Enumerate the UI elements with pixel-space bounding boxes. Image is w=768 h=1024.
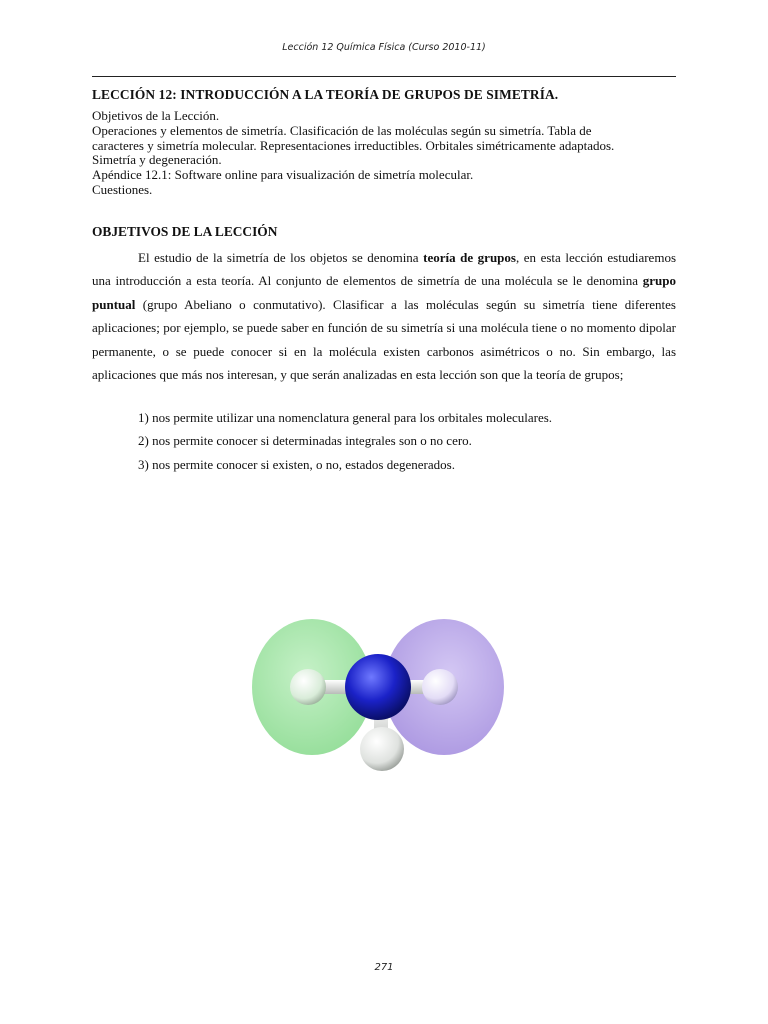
contents-line: Simetría y degeneración. (92, 152, 222, 168)
contents-line: Operaciones y elementos de simetría. Clasificación de las moléculas según su simetría. Tabla de (92, 122, 592, 138)
molecule-figure (248, 612, 508, 792)
nitrogen-atom (345, 654, 411, 720)
paragraph-text: El estudio de la simetría de los objetos se denomina (138, 250, 424, 265)
paragraph-text: (grupo Abeliano o conmutativo). Clasificar a las moléculas según su simetría tiene diferentes aplicaciones; por ejemplo, se puede saber en función de su simetría si una molécula tiene o no momento dipolar permanente, o se puede conocer si en la molécula existen carbonos asimétricos o no. Sin embargo, las aplicaciones que más nos interesan, y que serán analizadas en esta lección son que la teoría de grupos; (92, 296, 676, 383)
term-group-theory: teoría de grupos (423, 250, 516, 265)
hydrogen-atom-left (290, 669, 326, 705)
list-item: 3) nos permite conocer si existen, o no, estados degenerados. (138, 456, 455, 472)
header-rule (92, 76, 676, 77)
list-item: 2) nos permite conocer si determinadas integrales son o no cero. (138, 433, 472, 449)
section-title: OBJETIVOS DE LA LECCIÓN (92, 224, 278, 239)
list-item: 1) nos permite utilizar una nomenclatura general para los orbitales moleculares. (138, 410, 553, 425)
term-point-group: grupo puntual (92, 273, 676, 312)
paragraph-text: , en esta lección estudiaremos una introducción a esta teoría. Al conjunto de elementos de simetría de una molécula se le denomina (92, 250, 676, 289)
hydrogen-atom-right (422, 669, 458, 705)
lesson-title: LECCIÓN 12: INTRODUCCIÓN A LA TEORÍA DE GRUPOS DE SIMETRÍA. (92, 87, 559, 102)
lesson-contents (92, 109, 676, 198)
contents-line: Cuestiones. (92, 181, 153, 197)
contents-line: Apéndice 12.1: Software online para visualización de simetría molecular. (92, 167, 474, 183)
applications-list (138, 406, 678, 476)
page-number: 271 (374, 962, 394, 973)
contents-line: Objetivos de la Lección. (92, 108, 220, 123)
objectives-paragraph (92, 246, 676, 386)
contents-line: caracteres y simetría molecular. Representaciones irreductibles. Orbitales simétricamente adaptados. (92, 137, 615, 153)
hydrogen-atom-bottom (360, 727, 404, 771)
running-header: Lección 12 Química Física (Curso 2010-11) (282, 42, 486, 53)
